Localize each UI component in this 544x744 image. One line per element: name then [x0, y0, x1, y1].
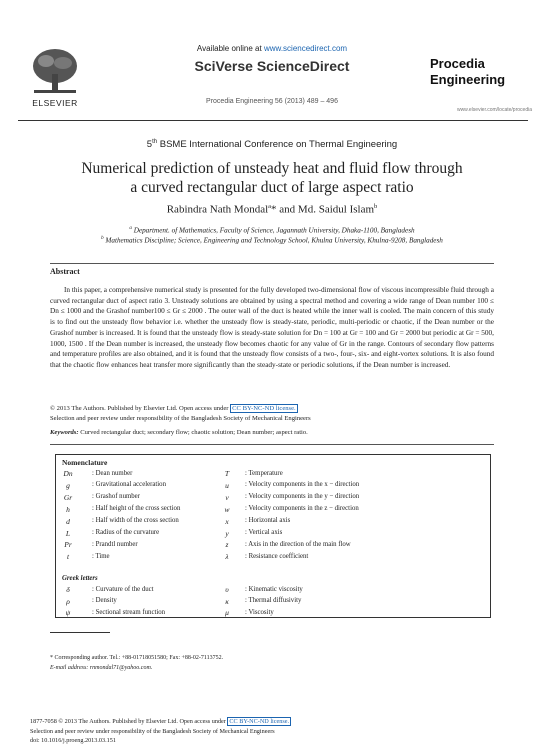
nomenclature-left-definition: : Grashof number	[92, 493, 140, 501]
title-line-1: Numerical prediction of unsteady heat and fluid flow through	[81, 160, 463, 177]
greek-right-symbol: υ	[225, 585, 229, 594]
platform-name: SciVerse ScienceDirect	[194, 58, 350, 74]
available-prefix: Available online at	[196, 44, 264, 53]
abstract-bottom-divider	[50, 444, 494, 445]
availability-line	[0, 44, 544, 53]
greek-right-definition: : Viscosity	[245, 608, 274, 616]
journal-name-line1: Procedia	[430, 56, 485, 71]
nomenclature-right-definition: : Horizontal axis	[245, 517, 291, 525]
nomenclature-left-definition: : Gravitational acceleration	[92, 481, 166, 489]
abstract-heading: Abstract	[50, 267, 80, 276]
nomenclature-left-symbol: t	[66, 552, 70, 562]
issn-line	[30, 718, 291, 725]
nomenclature-right-definition: : Resistance coefficient	[245, 552, 309, 560]
nomenclature-left-symbol: L	[65, 528, 71, 538]
nomenclature-left-definition: : Dean number	[92, 469, 133, 477]
nomenclature-right-definition: : Temperature	[245, 469, 283, 477]
nomenclature-right-symbol: T	[224, 469, 230, 478]
author-list	[0, 203, 544, 216]
nomenclature-right-symbol: x	[225, 516, 229, 526]
nomenclature-right-symbol: w	[224, 504, 230, 514]
conference-ordinal: 5	[146, 139, 153, 151]
affiliation-a-mark: a	[129, 226, 132, 231]
greek-right-symbol: κ	[225, 596, 229, 606]
keywords-line	[50, 429, 494, 436]
nomenclature-right-symbol: y	[225, 528, 229, 538]
nomenclature-left-symbol: Dn	[63, 469, 73, 478]
nomenclature-left-definition: : Half width of the cross section	[92, 517, 179, 525]
nomenclature-left-definition: : Time	[92, 552, 110, 560]
journal-logo	[430, 56, 526, 88]
affiliation-a	[0, 226, 544, 234]
nomenclature-left-symbol: h	[66, 504, 70, 514]
greek-left-symbol: ψ	[65, 608, 71, 617]
header-divider	[18, 120, 528, 121]
nomenclature-left-symbol: g	[66, 480, 70, 490]
corresponding-author-note: * Corresponding author. Tel.: +88-01718051580; Fax: +88-02-7113752.	[50, 655, 224, 661]
greek-left-symbol: ρ	[66, 596, 70, 606]
journal-reference: Procedia Engineering 56 (2013) 489 – 496	[206, 98, 338, 105]
nomenclature-left-symbol: Gr	[63, 492, 73, 502]
nomenclature-heading: Nomenclature	[62, 458, 108, 467]
greek-right-definition: : Kinematic viscosity	[245, 585, 303, 593]
license-link[interactable]: CC BY-NC-ND license.	[232, 405, 296, 412]
keywords-label: Keywords:	[50, 429, 79, 436]
issn-text: 1877-7058 © 2013 The Authors. Published by Elsevier Ltd. Open access under	[30, 718, 228, 725]
nomenclature-right-definition: : Axis in the direction of the main flow	[245, 540, 351, 548]
nomenclature-left-symbol: Pr	[64, 540, 72, 550]
abstract-top-divider	[50, 263, 494, 264]
nomenclature-left-definition: : Prandtl number	[92, 540, 138, 548]
copyright-text: © 2013 The Authors. Published by Elsevier Ltd. Open access under	[50, 405, 231, 412]
conference-ordinal-suffix: th	[152, 139, 158, 145]
nomenclature-left-definition: : Half height of the cross section	[92, 505, 181, 513]
journal-url[interactable]: www.elsevier.com/locate/procedia	[456, 107, 532, 113]
greek-left-symbol: δ	[66, 585, 70, 594]
greek-right-definition: : Thermal diffusivity	[245, 597, 302, 604]
doi-line[interactable]: doi: 10.1016/j.proeng.2013.03.151	[30, 737, 116, 744]
greek-letters-heading: Greek letters	[62, 575, 98, 582]
nomenclature-right-symbol: u	[225, 480, 229, 490]
nomenclature-right-symbol: z	[225, 540, 229, 550]
keywords-list: Curved rectangular duct; secondary flow; chaotic solution; Dean number; aspect ratio.	[78, 429, 308, 436]
email-note: E-mail address: rnmondal71@yahoo.com.	[50, 665, 153, 671]
author-1-affiliation-mark: a	[268, 203, 272, 210]
affiliation-b-mark: b	[101, 236, 104, 241]
nomenclature-right-symbol: λ	[225, 552, 229, 562]
nomenclature-right-symbol: v	[225, 492, 229, 502]
paper-title	[60, 159, 484, 197]
affiliation-a-text: Department. of Mathematics, Faculty of Science, Jagannath University, Dhaka-1100, Bangladesh	[133, 226, 415, 235]
title-line-2: a curved rectangular duct of large aspect ratio	[130, 179, 414, 196]
publisher-name: ELSEVIER	[32, 98, 78, 108]
footer-license-link[interactable]: CC BY-NC-ND license.	[229, 718, 290, 725]
copyright-line	[50, 404, 494, 414]
nomenclature-left-symbol: d	[66, 516, 70, 526]
copyright-notice	[50, 404, 494, 424]
nomenclature-box	[55, 454, 491, 618]
journal-name-line2: Engineering	[430, 72, 506, 87]
conference-name	[0, 139, 544, 150]
greek-left-definition: : Density	[92, 597, 117, 604]
author-2: * and Md. Saidul Islam	[271, 203, 375, 216]
nomenclature-right-definition: : Velocity components in the x − direction	[245, 481, 360, 489]
author-2-affiliation-mark: b	[374, 203, 378, 210]
abstract-text: In this paper, a comprehensive numerical study is presented for the fully developed two-dimensional flow of viscous incompressible fluid through a curved rectangular duct of aspect ratio 3. Unsteady solutions are obtained by using a spectral method and covering a wide range of Dean number 100 ≤ Dn ≤ 1000 and the Grashof number100 ≤ Gr ≤ 2000 . The outer wall of the duct is heated while the inner wall is cooled. The main concern of this study is to find out the unsteady flow behavior i.e. whether the unsteady flow is steady-state, periodic, multi-periodic or chaotic, if the Dean number or the Grashof number is increased. It is found that the unsteady flow is steady-state solution for Dn = 100 at Gr = 100 and Gr = 2000 but periodic at Gr = 500, 1000, 1500 . If the Dean number is increased, the unsteady flow becomes chaotic for any value of Gr in the range. Contours of secondary flow patterns and temperature profiles are also obtained, and it is found that the unsteady flow consists of a two-, four-, six- and eight-vortex solutions. It is also found that the chaotic flow enhances heat transfer more significantly than the steady-state or periodic solutions, if the Dean number is increased.	[50, 286, 494, 369]
greek-left-definition: : Curvature of the duct	[92, 585, 154, 593]
nomenclature-left-definition: : Radius of the curvature	[92, 529, 160, 536]
greek-right-symbol: μ	[225, 608, 229, 617]
sciencedirect-link[interactable]: www.sciencedirect.com	[263, 44, 348, 53]
nomenclature-right-definition: : Velocity components in the z − direction	[245, 505, 359, 513]
nomenclature-right-definition: : Velocity components in the y − direction	[245, 493, 360, 501]
nomenclature-right-definition: : Vertical axis	[245, 529, 283, 536]
footnote-divider	[50, 632, 110, 633]
affiliation-b-text: Mathematics Discipline; Science, Engineering and Technology School, Khulna University, Khulna-9208, Bangladesh	[105, 236, 443, 245]
greek-left-definition: : Sectional stream function	[92, 608, 166, 616]
author-1: Rabindra Nath Mondal	[166, 203, 269, 216]
affiliation-b	[0, 236, 544, 244]
conference-title: BSME International Conference on Thermal Engineering	[157, 139, 398, 151]
footer-peer-review: Selection and peer review under responsibility of the Bangladesh Society of Mechanical Engineers	[30, 728, 275, 735]
peer-review-note: Selection and peer review under responsibility of the Bangladesh Society of Mechanical Engineers	[50, 415, 311, 422]
